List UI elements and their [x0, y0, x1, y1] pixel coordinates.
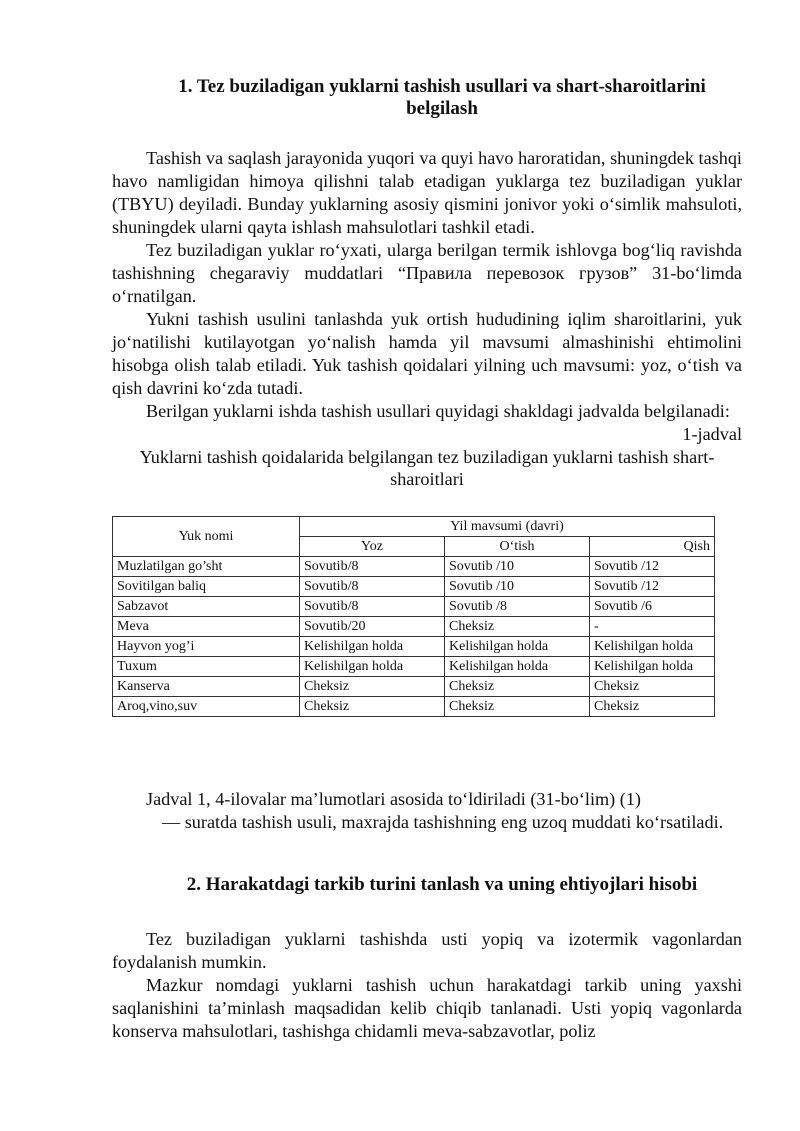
table-row [113, 577, 715, 597]
cell-name: Muzlatilgan go’sht [113, 557, 300, 577]
cell-transition: Sovutib /10 [445, 557, 590, 577]
cell-name: Tuxum [113, 657, 300, 677]
cell-winter: Sovutib /12 [590, 577, 715, 597]
cell-name: Aroq,vino,suv [113, 697, 300, 717]
cell-transition: Kelishilgan holda [445, 637, 590, 657]
cell-transition: Cheksiz [445, 617, 590, 637]
cell-winter: Kelishilgan holda [590, 657, 715, 677]
cell-name: Kanserva [113, 677, 300, 697]
paragraph: Berilgan yuklarni ishda tashish usullari quyidagi shakldagi jadvalda belgilanadi: [146, 401, 730, 421]
cell-summer: Cheksiz [300, 697, 445, 717]
table-number: 1-jadval [682, 424, 742, 444]
cell-summer: Kelishilgan holda [300, 637, 445, 657]
cell-winter: Sovutib /12 [590, 557, 715, 577]
section-2-heading-wrap [112, 874, 742, 896]
header-season: Yil mavsumi (davri) [300, 517, 715, 537]
section-1-heading-wrap [112, 76, 742, 120]
table-row [113, 557, 715, 577]
cell-transition: Sovutib /10 [445, 577, 590, 597]
table-row [113, 657, 715, 677]
header-cargo-name: Yuk nomi [113, 517, 300, 557]
cell-transition: Cheksiz [445, 677, 590, 697]
cell-transition: Cheksiz [445, 697, 590, 717]
cell-winter: Cheksiz [590, 677, 715, 697]
section-1-body [112, 147, 742, 490]
cell-winter: - [590, 617, 715, 637]
table-caption: Yuklarni tashish qoidalarida belgilangan tez buziladigan yuklarni tashish shart-sharoitlari [139, 447, 715, 489]
cell-winter: Sovutib /6 [590, 597, 715, 617]
cell-winter: Kelishilgan holda [590, 637, 715, 657]
table-row [113, 597, 715, 617]
section-2-title: 2. Harakatdagi tarkib turini tanlash va uning ehtiyojlari hisobi [186, 874, 698, 895]
table-header-row [113, 517, 715, 537]
header-transition: O‘tish [445, 537, 590, 557]
cell-summer: Cheksiz [300, 677, 445, 697]
table-row [113, 697, 715, 717]
cell-summer: Kelishilgan holda [300, 657, 445, 677]
cell-summer: Sovutib/8 [300, 577, 445, 597]
cell-name: Meva [113, 617, 300, 637]
paragraph: Tez buziladigan yuklar ro‘yxati, ularga berilgan termik ishlovga bog‘liq ravishda tashishning chegaraviy muddatlari “Правила перевозок грузов” 31-bo‘limda o‘rnatilgan. [112, 240, 742, 306]
cell-winter: Cheksiz [590, 697, 715, 717]
header-summer: Yoz [300, 537, 445, 557]
cell-transition: Sovutib /8 [445, 597, 590, 617]
cell-name: Sovitilgan baliq [113, 577, 300, 597]
section-1-title: 1. Tez buziladigan yuklarni tashish usullari va shart-sharoitlarini belgilash [178, 76, 706, 119]
cell-summer: Sovutib/20 [300, 617, 445, 637]
cell-transition: Kelishilgan holda [445, 657, 590, 677]
paragraph: Yukni tashish usulini tanlashda yuk ortish hududining iqlim sharoitlarini, yuk jo‘natilishi kutilayotgan yo‘nalish hamda yil mavsumi almashinishi ehtimolini hisobga olish talab etiladi. Yuk tashish qoidalari yilning uch mavsumi: yoz, o‘tish va qish davrini ko‘zda tutadi. [112, 309, 742, 398]
table-row [113, 637, 715, 657]
cell-name: Sabzavot [113, 597, 300, 617]
table-row [113, 617, 715, 637]
after-table-text [112, 788, 742, 834]
cell-summer: Sovutib/8 [300, 557, 445, 577]
paragraph: Tashish va saqlash jarayonida yuqori va quyi havo haroratidan, shuningdek tashqi havo namligidan himoya qilishni talab etadigan yuklarga tez buziladigan yuklar (TBYU) deyiladi. Bunday yuklarning asosiy qismini jonivor yoki o‘simlik mahsuloti, shuningdek ularni qayta ishlash mahsulotlari tashkil etadi. [112, 148, 742, 237]
cell-name: Hayvon yog’i [113, 637, 300, 657]
cell-summer: Sovutib/8 [300, 597, 445, 617]
table-row [113, 677, 715, 697]
header-winter: Qish [590, 537, 715, 557]
section-2-body [112, 928, 742, 1043]
paragraph: Mazkur nomdagi yuklarni tashish uchun harakatdagi tarkib uning yaxshi saqlanishini ta’minlash maqsadidan kelib chiqib tanlanadi. Usti yopiq vagonlarda konserva mahsulotlari, tashishga chidamli meva-sabzavotlar, poliz [112, 975, 742, 1041]
transport-conditions-table [112, 516, 715, 717]
paragraph: — suratda tashish usuli, maxrajda tashishning eng uzoq muddati ko‘rsatiladi. [162, 812, 724, 832]
paragraph: Tez buziladigan yuklarni tashishda usti yopiq va izotermik vagonlardan foydalanish mumkin. [112, 929, 742, 972]
paragraph: Jadval 1, 4-ilovalar ma’lumotlari asosida to‘ldiriladi (31-bo‘lim) (1) [146, 789, 641, 809]
